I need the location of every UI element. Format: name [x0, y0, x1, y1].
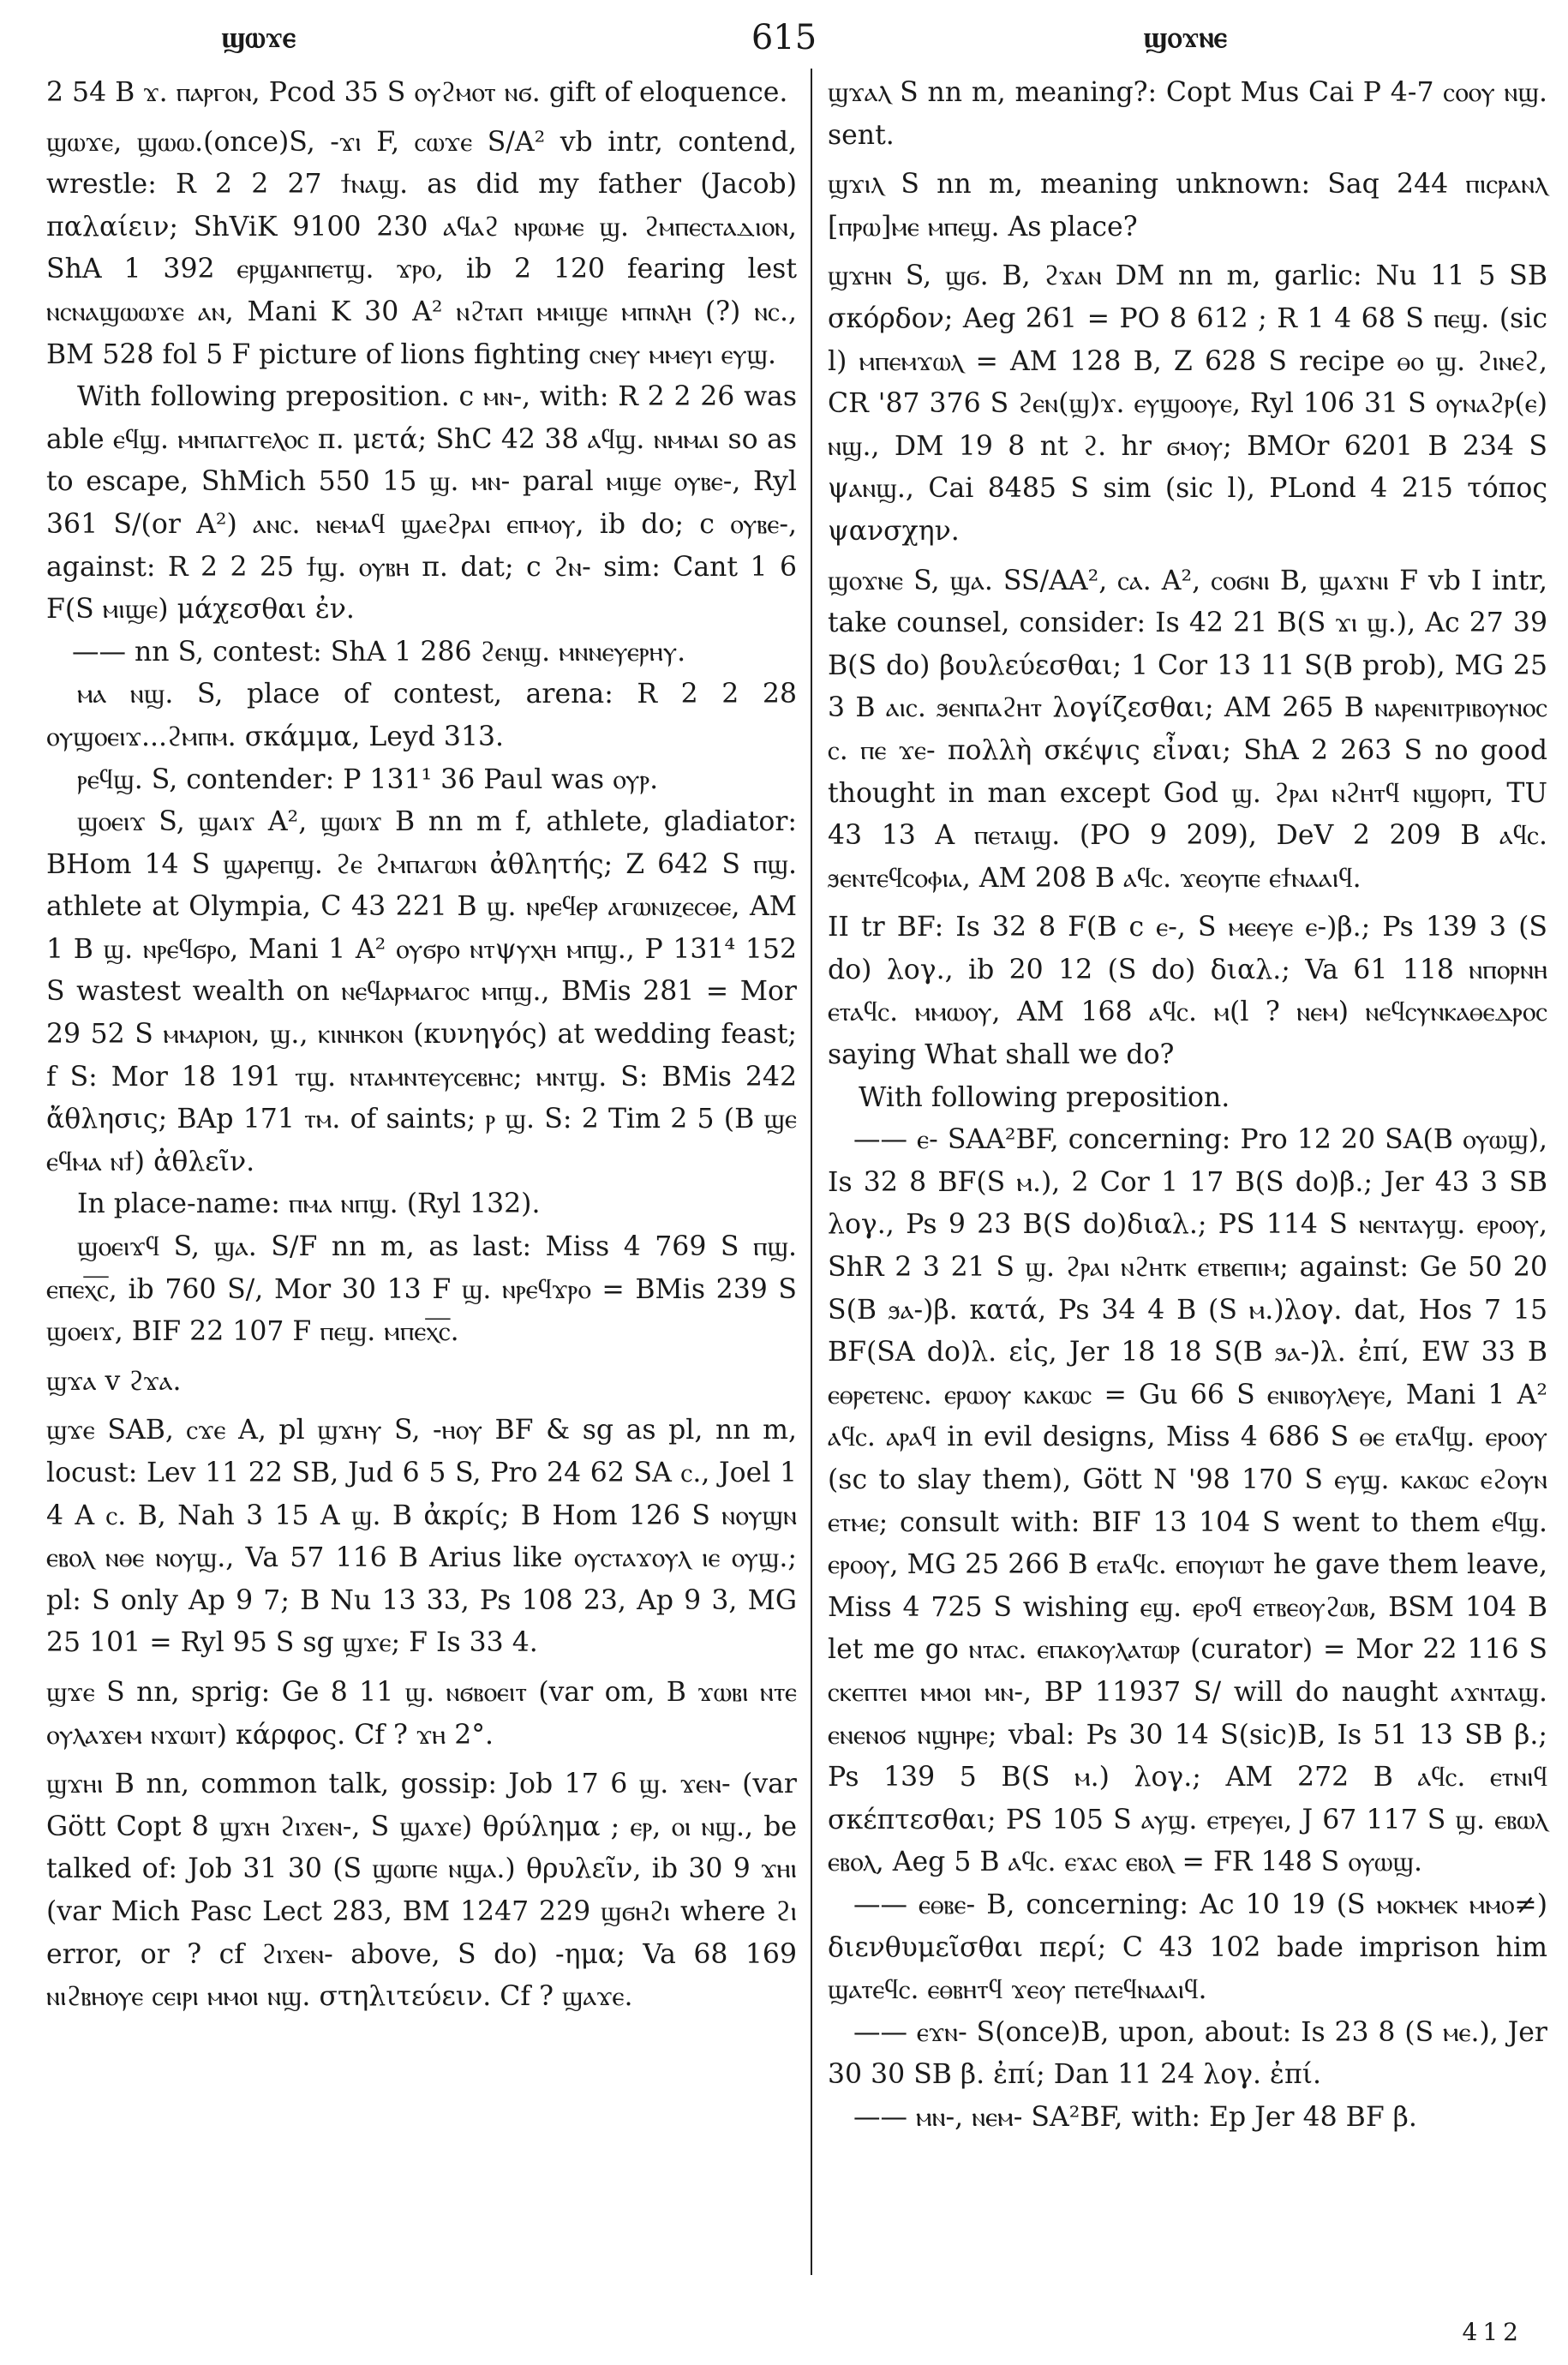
entry-shojne: ϣⲟϫⲛⲉ S, ϣⲁ. SS/AA², ⲥⲁ. A², ⲥⲟϭⲛⲓ B, ϣⲁϫⲛⲓ F vb I intr, take counsel, consider: Is 42 21 B(S ϫⲓ ϣ.), Ac 27 39 B(S do) βουλεύεσθαι; 1 Cor 13 11 S(B prob), MG 25 3 B ⲁⲓⲥ. ϧⲉⲛⲡⲁϩⲏⲧ λογίζεσθαι; AM 265 B ⲛⲁⲣⲉⲛⲓⲧⲣⲓⲃⲟⲩⲛⲟⲥ ⲥ. ⲡⲉ ϫⲉ- πολλὴ σκέψις εἶναι; ShA 2 263 S no good thought in man except God ϣ. ϩⲣⲁⲓ ⲛϩⲏⲧϥ ⲛϣⲟⲣⲡ, TU 43 13 A ⲡⲉⲧⲁⲓϣ. (PO 9 209), DeV 2 209 B ⲁϥⲥ. ϧⲉⲛⲧⲉϥⲥⲟⲫⲓⲁ, AM 208 B ⲁϥⲥ. ϫⲉⲟⲩⲡⲉ ⲉϯⲛⲁⲁⲓϥ.: [828, 565, 1547, 894]
entry-transitive: II tr BF: Is 32 8 F(B c ⲉ-, S ⲙⲉⲉⲩⲉ ⲉ-)β.; Ps 139 3 (S do) λογ., ib 20 12 (S do) διαλ.; Va 61 118 ⲛⲡⲟⲣⲛⲏ ⲉⲧⲁϥⲥ. ⲙⲙⲱⲟⲩ, AM 168 ⲁϥⲥ. ⲙ(l ? ⲛⲉⲙ) ⲛⲉϥⲥⲩⲛⲕⲁⲑⲉⲇⲣⲟⲥ saying What shall we do?: [828, 912, 1547, 1071]
entry-prepositions: With following preposition. c ⲙⲛ-, with: R 2 2 26 was able ⲉϥϣ. ⲙⲙⲡⲁⲅⲅⲉⲗⲟⲥ π. μετά; ShC 42 38 ⲁϥϣ. ⲛⲙⲙⲁⲓ so as to escape, ShMich 550 15 ϣ. ⲙⲛ- paral ⲙⲓϣⲉ ⲟⲩⲃⲉ-, Ryl 361 S/(or A²) ⲁⲛⲥ. ⲛⲉⲙⲁϥ ϣⲁⲉϩⲣⲁⲓ ⲉⲡⲙⲟⲩ, ib do; c ⲟⲩⲃⲉ-, against: R 2 2 25 ϯϣ. ⲟⲩⲃⲏ π. dat; c ϩⲛ- sim: Cant 1 6 F(S ⲙⲓϣⲉ) μάχεσθαι ἐν.: [46, 381, 797, 626]
left-headword: ϣⲱϫⲉ: [221, 21, 296, 55]
entry-shoje: ϣⲱϫⲉ, ϣⲱⲱ.(once)S, -ϫⲓ F, ⲥⲱϫⲉ S/A² vb intr, contend, wrestle: R 2 2 27 ϯⲛⲁϣ. as did my father (Jacob) παλαίειν; ShViK 9100 230 ⲁϥⲁϩ ⲛⲣⲱⲙⲉ ϣ. ϩⲙⲡⲉⲥⲧⲁⲇⲓⲟⲛ, ShA 1 392 ⲉⲣϣⲁⲛⲡⲉⲧϣ. ϫⲣⲟ, ib 2 120 fearing lest ⲛⲥⲛⲁϣⲱⲱϫⲉ ⲁⲛ, Mani K 30 A² ⲛϩⲧⲁⲡ ⲙⲙⲓϣⲉ ⲙⲡⲛⲗⲏ (?) ⲛⲥ., BM 528 fol 5 F picture of lions fighting ⲥⲛⲉⲩ ⲙⲙⲉⲩⲓ ⲉⲩϣ.: [46, 126, 797, 370]
entry-gossip: ϣϫⲏⲓ B nn, common talk, gossip: Job 17 6 ϣ. ϫⲉⲛ- (var Gött Copt 8 ϣϫⲏ ϩⲓϫⲉⲛ-, S ϣⲁϫⲉ) θρύλημα ; ⲉⲣ, ⲟⲓ ⲛϣ., be talked of: Job 31 30 (S ϣⲱⲡⲉ ⲛϣⲁ.) θρυλεῖν, ib 30 9 ϫⲏⲓ (var Mich Pasc Lect 283, BM 1247 229 ϣϭⲏϩⲓ where ϩⲓ error, or ? cf ϩⲓϫⲉⲛ- above, S do) -ημα; Va 68 169 ⲛⲓϩⲃⲏⲟⲩⲉ ⲥⲉⲓⲣⲓ ⲙⲙⲟⲓ ⲛϣ. στηλιτεύειν. Cf ? ϣⲁϫⲉ.: [46, 1769, 797, 2013]
page-number-top: 615: [751, 18, 817, 57]
entry-continuation: 2 54 B ϫ. ⲡⲁⲣⲅⲟⲛ, Pcod 35 S ⲟⲩϩⲙⲟⲧ ⲛϭ. gift of eloquence.: [46, 77, 788, 108]
entry-shja: ϣϫⲁ v ϩϫⲁ.: [46, 1365, 182, 1397]
entry-locust: ϣϫⲉ SAB, ⲥϫⲉ A, pl ϣϫⲏⲩ S, -ⲏⲟⲩ BF & sg as pl, nn m, locust: Lev 11 22 SB, Jud 6 5 S, Pro 24 62 SA ⲥ., Joel 1 4 A ⲥ. B, Nah 3 15 A ϣ. B ἀκρίς; B Hom 126 S ⲛⲟⲩϣⲛ ⲉⲃⲟⲗ ⲛⲑⲉ ⲛⲟⲩϣ., Va 57 116 B Arius like ⲟⲩⲥⲧⲁϫⲟⲩⲗ ⲓⲉ ⲟⲩϣ.; pl: S only Ap 9 7; B Nu 13 33, Ps 108 23, Ap 9 3, MG 25 101 = Ryl 95 S sg ϣϫⲉ; F Is 33 4.: [46, 1415, 797, 1659]
entry-ethbe: —— ⲉⲑⲃⲉ- B, concerning: Ac 10 19 (S ⲙⲟⲕⲙⲉⲕ ⲙⲙⲟ≠) διενθυμεῖσθαι περί; C 43 102 bade imprison him ϣⲁⲧⲉϥⲥ. ⲉⲑⲃⲏⲧϥ ϫⲉⲟⲩ ⲡⲉⲧⲉϥⲛⲁⲁⲓϥ.: [828, 1889, 1547, 2006]
running-head: [41, 15, 1527, 60]
entry-arena: ⲙⲁ ⲛϣ. S, place of contest, arena: R 2 2 28 ⲟⲩϣⲟⲉⲓϫ...ϩⲙⲡⲙ. σκάμμα, Leyd 313.: [46, 679, 797, 752]
entry-shoeij: ϣⲟⲉⲓϫϥ S, ϣⲁ. S/F nn m, as last: Miss 4 769 S ⲡϣ. ⲉⲡⲉⲭ̅ⲥ̅, ib 760 S/, Mor 30 13 F ϣ. ⲛⲣⲉϥϫⲣⲟ = BMis 239 S ϣⲟⲉⲓϫ, BIF 22 107 F ⲡⲉϣ. ⲙⲡⲉⲭ̅ⲥ̅.: [46, 1231, 797, 1348]
entry-sprig: ϣϫⲉ S nn, sprig: Ge 8 11 ϣ. ⲛϭⲃⲟⲉⲓⲧ (var om, B ϫⲱⲃⲓ ⲛⲧⲉ ⲟⲩⲗⲁϫⲉⲙ ⲛϫⲱⲓⲧ) κάρφος. Cf ? ϫⲏ 2°.: [46, 1676, 797, 1751]
page-signature: 412: [1462, 2318, 1523, 2346]
entry-garlic: ϣϫⲏⲛ S, ϣϭ. B, ϩϫⲁⲛ DM nn m, garlic: Nu 11 5 SB σκόρδον; Aeg 261 = PO 8 612 ; R 1 4 68 S ⲡⲉϣ. (sic l) ⲙⲡⲉⲙϫⲱⲗ = AM 128 B, Z 628 S recipe ⲑⲟ ϣ. ϩⲓⲛⲉϩ, CR '87 376 S ϩⲉⲛ(ϣ)ϫ. ⲉⲩϣⲟⲟⲩⲉ, Ryl 106 31 S ⲟⲩⲛⲁϩⲣ(ⲉ) ⲛϣ., DM 19 8 nt ϩ. hr ϭⲙⲟⲩ; BMOr 6201 B 234 S ψⲁⲛϣ., Cai 8485 S sim (sic l), PLond 4 215 τόπος ψανσχην.: [828, 260, 1547, 547]
column-divider: [811, 69, 812, 2275]
left-column: [46, 72, 797, 2019]
right-column: [828, 72, 1547, 2140]
entry-concerning: —— ⲉ- SAA²BF, concerning: Pro 12 20 SA(B ⲟⲩⲱϣ), Is 32 8 BF(S ⲙ.), 2 Cor 1 17 B(S do)β.; Jer 43 3 SB λογ., Ps 9 23 B(S do)διαλ.; PS 114 S ⲛⲉⲛⲧⲁⲩϣ. ⲉⲣⲟⲟⲩ, ShR 2 3 21 S ϣ. ϩⲣⲁⲓ ⲛϩⲏⲧⲕ ⲉⲧⲃⲉⲡⲓⲙ; against: Ge 50 20 S(B ϧⲁ-)β. κατά, Ps 34 4 B (S ⲙ.)λογ. dat, Hos 7 15 BF(SA do)λ. εἰς, Jer 18 18 S(B ϧⲁ-)λ. ἐπί, EW 33 B ⲉⲑⲣⲉⲧⲉⲛⲥ. ⲉⲣⲱⲟⲩ ⲕⲁⲕⲱⲥ = Gu 66 S ⲉⲛⲓⲃⲟⲩⲗⲉⲩⲉ, Mani 1 A² ⲁϥⲥ. ⲁⲣⲁϥ in evil designs, Miss 4 686 S ⲑⲉ ⲉⲧⲁϥϣ. ⲉⲣⲟⲟⲩ (sc to slay them), Gött N '98 170 S ⲉⲩϣ. ⲕⲁⲕⲱⲥ ⲉϩⲟⲩⲛ ⲉⲧⲙⲉ; consult with: BIF 13 104 S went to them ⲉϥϣ. ⲉⲣⲟⲟⲩ, MG 25 266 B ⲉⲧⲁϥⲥ. ⲉⲡⲟⲩⲓⲱⲧ he gave them leave, Miss 4 725 S wishing ⲉϣ. ⲉⲣⲟϥ ⲉⲧⲃⲉⲟⲩϩⲱⲃ, BSM 104 B let me go ⲛⲧⲁⲥ. ⲉⲡⲁⲕⲟⲩⲗⲁⲧⲱⲣ (curator) = Mor 22 116 S ⲥⲕⲉⲡⲧⲉⲓ ⲙⲙⲟⲓ ⲙⲛ-, BP 11937 S/ will do naught ⲁϫⲛⲧⲁϣ. ⲉⲛⲉⲛⲟϭ ⲛϣⲏⲣⲉ; vbal: Ps 30 14 S(sic)B, Is 51 13 SB β.; Ps 139 5 B(S ⲙ.) λογ.; AM 272 B ⲁϥⲥ. ⲉⲧⲛⲓϥ σκέπτεσθαι; PS 105 S ⲁⲩϣ. ⲉⲧⲣⲉⲩⲉⲓ, J 67 117 S ϣ. ⲉⲃⲱⲗ ⲉⲃⲟⲗ, Aeg 5 B ⲁϥⲥ. ⲉϫⲁⲥ ⲉⲃⲟⲗ = FR 148 S ⲟⲩⲱϣ.: [828, 1124, 1547, 1878]
entry-mn: —— ⲙⲛ-, ⲛⲉⲙ- SA²BF, with: Ep Jer 48 BF β.: [853, 2101, 1417, 2133]
entry-contest: —— nn S, contest: ShA 1 286 ϩⲉⲛϣ. ⲙⲛⲛⲉⲩⲉⲣⲏⲩ.: [72, 636, 686, 668]
right-headword: ϣⲟϫⲛⲉ: [1143, 21, 1227, 55]
entry-ejn: —— ⲉϫⲛ- S(once)B, upon, about: Is 23 8 (S ⲙⲉ.), Jer 30 30 SB β. ἐπί; Dan 11 24 λογ. ἐπί.: [828, 2016, 1547, 2091]
entry-shjil: ϣϫⲓⲗ S nn m, meaning unknown: Saq 244 ⲡⲓⲥⲣⲁⲛⲗ [ⲡⲣⲱ]ⲙⲉ ⲙⲡⲉϣ. As place?: [828, 169, 1547, 242]
entry-place-name: In place-name: ⲡⲙⲁ ⲛⲡϣ. (Ryl 132).: [77, 1188, 541, 1220]
entry-athlete: ϣⲟⲉⲓϫ S, ϣⲁⲓϫ A², ϣⲱⲓϫ B nn m f, athlete, gladiator: BHom 14 S ϣⲁⲣⲉⲡϣ. ϩⲉ ϩⲙⲡⲁⲅⲱⲛ ἀθλητής; Z 642 S ⲡϣ. athlete at Olympia, C 43 221 B ϣ. ⲛⲣⲉϥⲉⲣ ⲁⲅⲱⲛⲓⲍⲉⲥⲑⲉ, AM 1 B ϣ. ⲛⲣⲉϥϭⲣⲟ, Mani 1 A² ⲟⲩϭⲣⲟ ⲛⲧψⲩⲭⲏ ⲙⲡϣ., P 131⁴ 152 S wastest wealth on ⲛⲉϥⲁⲣⲙⲁⲅⲟⲥ ⲙⲡϣ., BMis 281 = Mor 29 52 S ⲙⲙⲁⲣⲓⲟⲛ, ϣ., ⲕⲓⲛⲏⲕⲟⲛ (κυνηγός) at wedding feast; f S: Mor 18 191 ⲧϣ. ⲛⲧⲁⲙⲛⲧⲉⲩⲥⲉⲃⲏⲥ; ⲙⲛⲧϣ. S: BMis 242 ἄθλησις; BAp 171 ⲧⲙ. of saints; ⲣ ϣ. S: 2 Tim 2 5 (B ϣⲉ ⲉϥⲙⲁ ⲛϯ) ἀθλεῖν.: [46, 806, 797, 1177]
entry-contender: ⲣⲉϥϣ. S, contender: P 131¹ 36 Paul was ⲟⲩⲣ.: [77, 763, 659, 795]
entry-shjal: ϣϫⲁⲗ S nn m, meaning?: Copt Mus Cai P 4-7 ⲥⲟⲟⲩ ⲛϣ. sent.: [828, 77, 1547, 151]
entry-with-preposition: With following preposition.: [859, 1081, 1230, 1113]
